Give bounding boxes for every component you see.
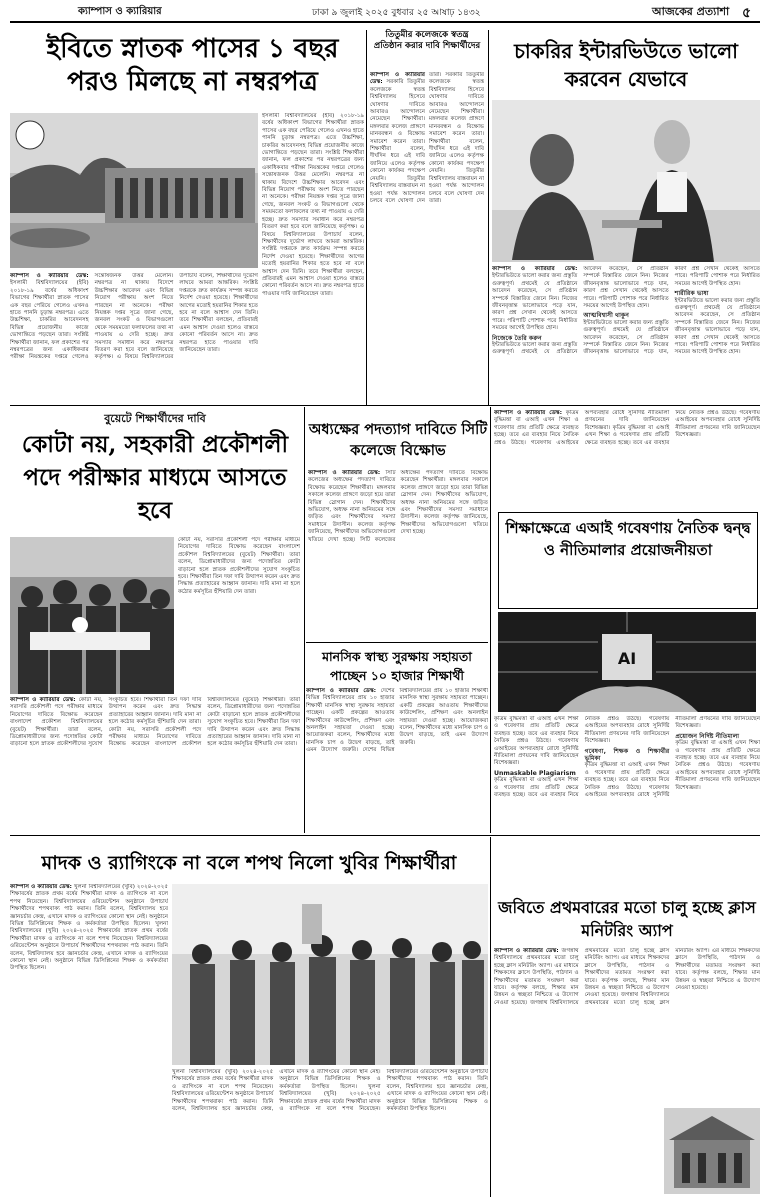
text-iub-cont: ইসলামী বিশ্ববিদ্যালয়ের (ইবি) ২০১৮-১৯ বর্ষের অধিকাংশ বিভাগের শিক্ষার্থীরা স্নাতক পাসের এক বছর পেরিয়ে গেলেও এখনও হাতে পাননি চূড়ান্ত নম্বরপত্র। এতে উচ্চশিক্ষা, চাকরির আবেদনসহ বিভিন্ন প্রয়োজনীয় কাজে ভোগান্তিতে পড়ছেন তারা। সংশ্লিষ্ট শিক্ষার্থীরা জানান, ফল প্রকাশের পর নম্বরপত্রের জন্য একাধিকবার পরীক্ষা নিয়ন্ত্রকের দপ্তরে গেলেও সন্তোষজনক উত্তর মেলেনি। নম্বরপত্র না থাকায় বিদেশে উচ্চশিক্ষার আবেদন এবং বিভিন্ন নিয়োগ পরীক্ষায় অংশ নিতে পারছেন না অনেকে। পরীক্ষা নিয়ন্ত্রক দপ্তর সূত্রে জানা গেছে, জনবল সংকট ও বিভাগগুলো থেকে সময়মতো ফলাফলের তথ্য না পাওয়ায় এ দেরি হচ্ছে। দ্রুত সমস্যার সমাধান করে নম্বরপত্র বিতরণ করা হবে বলে জানিয়েছে কর্তৃপক্ষ। এ বিষয়ে বিশ্ববিদ্যালয়ের উপাচার্য বলেন, শিক্ষার্থীদের দুর্ভোগ লাঘবে আমরা আন্তরিক। সংশ্লিষ্ট দপ্তরকে দ্রুত কার্যক্রম সম্পন্ন করতে নির্দেশ দেওয়া হয়েছে। শিক্ষার্থীদের আগের মতোই হয়রানির শিকার হতে হবে না বলে আশ্বাস দেন তিনি। তবে শিক্ষার্থীরা বলছেন, প্রতিবারই এমন আশ্বাস দেওয়া হলেও বাস্তবে কোনো পরিবর্তন আসে না। দ্রুত নম্বরপত্র হাতে পাওয়ার দাবি জানিয়েছেন তারা। bbox=[262, 113, 364, 297]
headline-buet: কোটা নয়, সহকারী প্রকৌশলী পদে পরীক্ষার মাধ্যমে আসতে হবে bbox=[21, 431, 289, 524]
headline-iub: ইবিতে স্নাতক পাসের ১ বছর পরও মিলছে না নম্বরপত্র bbox=[46, 34, 339, 97]
body-titumir bbox=[370, 72, 484, 399]
headline-interview: চাকরির ইন্টারভিউতে ভালো করবেন যেভাবে bbox=[514, 39, 738, 91]
row-rule-2 bbox=[10, 835, 760, 836]
headline-kuet: মাদক ও র‍্যাগিংকে না বলে শপথ নিলো খুবির শিক্ষার্থীরা bbox=[41, 852, 457, 874]
text-ai: কৃত্রিম বুদ্ধিমত্তা বা এআই এখন শিক্ষা ও গবেষণার প্রায় প্রতিটি ক্ষেত্রে ব্যবহৃত হচ্ছে। তবে এর ব্যবহার নিয়ে নৈতিক প্রশ্নও উঠছে। গবেষণায় এআইয়ের অপব্যবহার রোধে সুনির্দিষ্ট নীতিমালা প্রণয়নের দাবি জানিয়েছেন বিশেষজ্ঞরা। bbox=[494, 410, 670, 446]
text-city: সিটি কলেজের অধ্যক্ষের পদত্যাগ দাবিতে বিক্ষোভ করেছেন শিক্ষার্থীরা। মঙ্গলবার সকালে কলেজ প্রাঙ্গণে জড়ো হয়ে তারা বিভিন্ন স্লোগান দেন। শিক্ষার্থীদের অভিযোগ, অধ্যক্ষ নানা অনিয়মের সঙ্গে জড়িত এবং শিক্ষার্থীদের সমস্যা সমাধানে উদাসীন। কলেজ কর্তৃপক্ষ জানিয়েছে, শিক্ষার্থীদের অভিযোগগুলো খতিয়ে দেখা হচ্ছে। bbox=[308, 470, 396, 543]
text-ai-4: কৃত্রিম বুদ্ধিমত্তা বা এআই এখন শিক্ষা ও গবেষণার প্রায় প্রতিটি ক্ষেত্রে ব্যবহৃত হচ্ছে। তবে এর ব্যবহার নিয়ে নৈতিক প্রশ্নও উঠছে। গবেষণায় এআইয়ের অপব্যবহার রোধে সুনির্দিষ্ট নীতিমালা প্রণয়নের দাবি জানিয়েছেন বিশেষজ্ঞরা। bbox=[584, 716, 760, 799]
text-ai-2: কৃত্রিম বুদ্ধিমত্তা বা এআই এখন শিক্ষা ও গবেষণার প্রায় প্রতিটি ক্ষেত্রে ব্যবহৃত হচ্ছে। তবে এর ব্যবহার নিয়ে নৈতিক প্রশ্নও উঠছে। গবেষণায় এআইয়ের অপব্যবহার রোধে সুনির্দিষ্ট নীতিমালা প্রণয়নের দাবি জানিয়েছেন বিশেষজ্ঞরা। bbox=[494, 716, 579, 767]
text-kuet-3: খুলনা বিশ্ববিদ্যালয়ের (খুবি) ২০২৪-২০২৫ শিক্ষাবর্ষের স্নাতক প্রথম বর্ষের শিক্ষার্থীরা মাদক ও র‍্যাগিংকে না বলে শপথ নিয়েছেন। বিশ্ববিদ্যালয়ের ওরিয়েন্টেশন অনুষ্ঠানে উপাচার্য শিক্ষার্থীদের শপথবাক্য পাঠ করান। তিনি বলেন, বিশ্ববিদ্যালয় হবে জ্ঞানচর্চার কেন্দ্র, এখানে মাদক ও র‍্যাগিংয়ের কোনো স্থান নেই। অনুষ্ঠানে বিভিন্ন ডিসিপ্লিনের শিক্ষক ও কর্মকর্তারা উপস্থিত ছিলেন। bbox=[279, 1069, 488, 1113]
headline-city: অধ্যক্ষের পদত্যাগ দাবিতে সিটি কলেজে বিক্ষোভ bbox=[308, 422, 488, 459]
body-buet-right bbox=[178, 537, 300, 694]
text-buet-side: কোটা নয়, সরাসরি প্রকৌশলী পদে পরীক্ষার মাধ্যমে নিয়োগের দাবিতে বিক্ষোভ করেছেন বাংলাদেশ প্রকৌশল বিশ্ববিদ্যালয়ের (বুয়েট) শিক্ষার্থীরা। তারা বলেন, ডিপ্লোমাধারীদের জন্য পদোন্নতির কোটা বাড়ানো হলে স্নাতক প্রকৌশলীদের সুযোগ সংকুচিত হবে। শিক্ষার্থীরা তিন দফা দাবি উত্থাপন করেন এবং দ্রুত সিদ্ধান্ত প্রত্যাহারের আহ্বান জানান। দাবি মানা না হলে কঠোর কর্মসূচির হুঁশিয়ারি দেন তারা। bbox=[178, 537, 300, 595]
text-kuet: খুলনা বিশ্ববিদ্যালয়ের (খুবি) ২০২৪-২০২৫ শিক্ষাবর্ষের স্নাতক প্রথম বর্ষের শিক্ষার্থীরা মাদক ও র‍্যাগিংকে না বলে শপথ নিয়েছেন। বিশ্ববিদ্যালয়ের ওরিয়েন্টেশন অনুষ্ঠানে উপাচার্য শিক্ষার্থীদের শপথবাক্য পাঠ করান। তিনি বলেন, বিশ্ববিদ্যালয় হবে জ্ঞানচর্চার কেন্দ্র, এখানে মাদক ও র‍্যাগিংয়ের কোনো স্থান নেই। অনুষ্ঠানে বিভিন্ন ডিসিপ্লিনের শিক্ষক ও কর্মকর্তারা উপস্থিত ছিলেন। bbox=[10, 884, 168, 928]
body-kuet-bottom bbox=[172, 1069, 488, 1194]
headline-ai: শিক্ষাক্ষেত্রে এআই গবেষণায় নৈতিক দ্বন্দ্ব ও নীতিমালার প্রয়োজনীয়তা bbox=[505, 519, 751, 559]
text-interview-3: ইন্টারভিউতে ভালো করার জন্য প্রস্তুতি গুরুত্বপূর্ণ। প্রথমেই যে প্রতিষ্ঠানে আবেদন করেছেন, সে প্রতিষ্ঠান সম্পর্কে বিস্তারিত জেনে নিন। নিজের জীবনবৃত্তান্ত ভালোভাবে পড়ে যান, কারণ প্রশ্ন সেখান থেকেই আসতে পারে। পরিপাটি পোশাক পরে নির্ধারিত সময়ের আগেই উপস্থিত হোন। bbox=[583, 266, 760, 356]
byline-buet: ক্যাম্পাস ও ক্যারিয়ার ডেস্ক: bbox=[10, 697, 76, 703]
headline-jabi: জবিতে প্রথমবারের মতো চালু হচ্ছে ক্লাস মনিটরিং অ্যাপ bbox=[498, 898, 756, 940]
text-jabi-2: জগন্নাথ বিশ্ববিদ্যালয়ে প্রথমবারের মতো চালু হচ্ছে ক্লাস মনিটরিং অ্যাপ। এর মাধ্যমে শিক্ষকদের ক্লাসে উপস্থিতি, পাঠদান ও শিক্ষার্থীদের মতামত সংরক্ষণ করা যাবে। কর্তৃপক্ষ বলছে, শিক্ষার মান উন্নয়ন ও স্বচ্ছতা নিশ্চিতে এ উদ্যোগ নেওয়া হয়েছে। bbox=[530, 948, 670, 1006]
text-buet: কোটা নয়, সরাসরি প্রকৌশলী পদে পরীক্ষার মাধ্যমে নিয়োগের দাবিতে বিক্ষোভ করেছেন বাংলাদেশ প্রকৌশল বিশ্ববিদ্যালয়ের (বুয়েট) শিক্ষার্থীরা। তারা বলেন, ডিপ্লোমাধারীদের জন্য পদোন্নতির কোটা বাড়ানো হলে স্নাতক প্রকৌশলীদের সুযোগ সংকুচিত হবে। শিক্ষার্থীরা তিন দফা দাবি উত্থাপন করেন এবং দ্রুত সিদ্ধান্ত প্রত্যাহারের আহ্বান জানান। দাবি মানা না হলে কঠোর কর্মসূচির হুঁশিয়ারি দেন তারা। bbox=[10, 697, 202, 748]
photo-jabi-campus bbox=[664, 1108, 760, 1194]
text-jabi-3: জগন্নাথ বিশ্ববিদ্যালয়ে প্রথমবারের মতো চালু হচ্ছে ক্লাস মনিটরিং অ্যাপ। এর মাধ্যমে শিক্ষকদের ক্লাসে উপস্থিতি, পাঠদান ও শিক্ষার্থীদের মতামত সংরক্ষণ করা যাবে। কর্তৃপক্ষ বলছে, শিক্ষার মান উন্নয়ন ও স্বচ্ছতা নিশ্চিতে এ উদ্যোগ নেওয়া হয়েছে। bbox=[584, 948, 760, 1006]
body-mental bbox=[306, 688, 488, 830]
byline-city: ক্যাম্পাস ও ক্যারিয়ার ডেস্ক: bbox=[308, 470, 381, 476]
page-number: ৫ bbox=[742, 5, 752, 21]
text-mental: দেশের বিভিন্ন বিশ্ববিদ্যালয়ের প্রায় ১০ হাজার শিক্ষার্থী মানসিক স্বাস্থ্য সুরক্ষায় সহায়তা পাচ্ছেন। একটি প্রকল্পের আওতায় শিক্ষার্থীদের কাউন্সেলিং, প্রশিক্ষণ এবং অনলাইন সহায়তা দেওয়া হচ্ছে। আয়োজকরা বলেন, শিক্ষার্থীদের মধ্যে মানসিক চাপ ও উদ্বেগ বাড়ছে, তাই এমন উদ্যোগ জরুরি। bbox=[306, 688, 395, 754]
text-interview-2: ইন্টারভিউতে ভালো করার জন্য প্রস্তুতি গুরুত্বপূর্ণ। প্রথমেই যে প্রতিষ্ঠানে আবেদন করেছেন, সে প্রতিষ্ঠান সম্পর্কে বিস্তারিত জেনে নিন। নিজের জীবনবৃত্তান্ত ভালোভাবে পড়ে যান, কারণ প্রশ্ন সেখান থেকেই আসতে পারে। পরিপাটি পোশাক পরে নির্ধারিত সময়ের আগেই উপস্থিত হোন। bbox=[492, 266, 669, 356]
text-titumir: সরকারি তিতুমীর কলেজকে স্বতন্ত্র বিশ্ববিদ্যালয় হিসেবে ঘোষণার দাবিতে আবারও আন্দোলনে নেমেছেন শিক্ষার্থীরা। মঙ্গলবার কলেজ প্রাঙ্গণে মানববন্ধন ও বিক্ষোভ সমাবেশ করেন তারা। শিক্ষার্থীরা বলেন, দীর্ঘদিন ধরে এই দাবি জানিয়ে এলেও কর্তৃপক্ষ কোনো কার্যকর পদক্ষেপ নেয়নি। তিতুমীর বিশ্ববিদ্যালয় বাস্তবায়ন না হওয়া পর্যন্ত আন্দোলন চলবে বলে ঘোষণা দেন তারা। bbox=[370, 72, 442, 204]
subhead-interview-2: আত্মবিশ্বাসী থাকুন bbox=[583, 312, 629, 320]
text-jabi: জগন্নাথ বিশ্ববিদ্যালয়ে প্রথমবারের মতো চালু হচ্ছে ক্লাস মনিটরিং অ্যাপ। এর মাধ্যমে শিক্ষকদের ক্লাসে উপস্থিতি, পাঠদান ও শিক্ষার্থীদের মতামত সংরক্ষণ করা যাবে। কর্তৃপক্ষ বলছে, শিক্ষার মান উন্নয়ন ও স্বচ্ছতা নিশ্চিতে এ উদ্যোগ নেওয়া হয়েছে। bbox=[494, 948, 579, 1006]
ai-headline-box bbox=[498, 512, 758, 609]
photo-iub-campus bbox=[10, 113, 258, 268]
text-city-cont: সিটি কলেজের অধ্যক্ষের পদত্যাগ দাবিতে বিক্ষোভ করেছেন শিক্ষার্থীরা। মঙ্গলবার সকালে কলেজ প্রাঙ্গণে জড়ো হয়ে তারা বিভিন্ন স্লোগান দেন। শিক্ষার্থীদের অভিযোগ, অধ্যক্ষ নানা অনিয়মের সঙ্গে জড়িত এবং শিক্ষার্থীদের সমস্যা সমাধানে উদাসীন। কলেজ কর্তৃপক্ষ জানিয়েছে, শিক্ষার্থীদের অভিযোগগুলো খতিয়ে দেখা হচ্ছে। bbox=[360, 470, 488, 543]
text-ai-5: কৃত্রিম বুদ্ধিমত্তা বা এআই এখন শিক্ষা ও গবেষণার প্রায় প্রতিটি ক্ষেত্রে ব্যবহৃত হচ্ছে। তবে এর ব্যবহার নিয়ে নৈতিক প্রশ্নও উঠছে। গবেষণায় এআইয়ের অপব্যবহার রোধে সুনির্দিষ্ট নীতিমালা প্রণয়নের দাবি জানিয়েছেন বিশেষজ্ঞরা। bbox=[675, 740, 760, 791]
byline-ai: ক্যাম্পাস ও ক্যারিয়ার ডেস্ক: bbox=[494, 410, 562, 416]
body-buet bbox=[10, 697, 300, 829]
body-interview bbox=[492, 266, 760, 402]
divider-city bbox=[304, 407, 305, 833]
text-ai-cont: কৃত্রিম বুদ্ধিমত্তা বা এআই এখন শিক্ষা ও গবেষণার প্রায় প্রতিটি ক্ষেত্রে ব্যবহৃত হচ্ছে। তবে এর ব্যবহার নিয়ে নৈতিক প্রশ্নও উঠছে। গবেষণায় এআইয়ের অপব্যবহার রোধে সুনির্দিষ্ট নীতিমালা প্রণয়নের দাবি জানিয়েছেন বিশেষজ্ঞরা। bbox=[584, 410, 760, 446]
byline-interview: ক্যাম্পাস ও ক্যারিয়ার ডেস্ক: bbox=[492, 266, 578, 272]
text-buet-cont: কোটা নয়, সরাসরি প্রকৌশলী পদে পরীক্ষার মাধ্যমে নিয়োগের দাবিতে বিক্ষোভ করেছেন বাংলাদেশ প্রকৌশল বিশ্ববিদ্যালয়ের (বুয়েট) শিক্ষার্থীরা। তারা বলেন, ডিপ্লোমাধারীদের জন্য পদোন্নতির কোটা বাড়ানো হলে স্নাতক প্রকৌশলীদের সুযোগ সংকুচিত হবে। শিক্ষার্থীরা তিন দফা দাবি উত্থাপন করেন এবং দ্রুত সিদ্ধান্ত প্রত্যাহারের আহ্বান জানান। দাবি মানা না হলে কঠোর কর্মসূচির হুঁশিয়ারি দেন তারা। bbox=[108, 697, 300, 748]
headline-mental: মানসিক স্বাস্থ্য সুরক্ষায় সহায়তা পাচ্ছেন ১০ হাজার শিক্ষার্থী bbox=[322, 649, 472, 683]
text-interview: ইন্টারভিউতে ভালো করার জন্য প্রস্তুতি গুরুত্বপূর্ণ। প্রথমেই যে প্রতিষ্ঠানে আবেদন করেছেন, সে প্রতিষ্ঠান সম্পর্কে বিস্তারিত জেনে নিন। নিজের জীবনবৃত্তান্ত ভালোভাবে পড়ে যান, কারণ প্রশ্ন সেখান থেকেই আসতে পারে। পরিপাটি পোশাক পরে নির্ধারিত সময়ের আগেই উপস্থিত হোন। bbox=[492, 273, 578, 332]
photo-buet-protest bbox=[10, 537, 174, 694]
body-kuet-left bbox=[10, 884, 168, 1194]
masthead-rule bbox=[10, 21, 760, 23]
body-iub-right bbox=[262, 113, 364, 399]
divider-titumir bbox=[366, 30, 367, 405]
kicker-buet: বুয়েটে শিক্ষার্থীদের দাবি bbox=[104, 412, 206, 425]
text-interview-4: ইন্টারভিউতে ভালো করার জন্য প্রস্তুতি গুরুত্বপূর্ণ। প্রথমেই যে প্রতিষ্ঠানে আবেদন করেছেন, সে প্রতিষ্ঠান সম্পর্কে বিস্তারিত জেনে নিন। নিজের জীবনবৃত্তান্ত ভালোভাবে পড়ে যান, কারণ প্রশ্ন সেখান থেকেই আসতে পারে। পরিপাটি পোশাক পরে নির্ধারিত সময়ের আগেই উপস্থিত হোন। bbox=[674, 297, 760, 356]
text-mental-cont: দেশের বিভিন্ন বিশ্ববিদ্যালয়ের প্রায় ১০ হাজার শিক্ষার্থী মানসিক স্বাস্থ্য সুরক্ষায় সহায়তা পাচ্ছেন। একটি প্রকল্পের আওতায় শিক্ষার্থীদের কাউন্সেলিং, প্রশিক্ষণ এবং অনলাইন সহায়তা দেওয়া হচ্ছে। আয়োজকরা বলেন, শিক্ষার্থীদের মধ্যে মানসিক চাপ ও উদ্বেগ বাড়ছে, তাই এমন উদ্যোগ জরুরি। bbox=[362, 688, 488, 754]
dateline: ঢাকা ৯ জুলাই ২০২৫ বুধবার ২৫ আষাঢ় ১৪৩২ bbox=[312, 8, 481, 18]
subhead-ai-2: প্রয়োজন নির্দিষ্ট নীতিমালা bbox=[675, 732, 740, 740]
divider-ai bbox=[490, 407, 491, 833]
headline-titumir: তিতুমীর কলেজকে স্বতন্ত্র প্রতিষ্ঠান করার দাবি শিক্ষার্থীদের bbox=[373, 30, 481, 51]
masthead bbox=[0, 0, 770, 22]
photo-interview bbox=[492, 100, 760, 262]
byline-titumir: ক্যাম্পাস ও ক্যারিয়ার ডেস্ক: bbox=[370, 72, 425, 86]
byline-mental: ক্যাম্পাস ও ক্যারিয়ার ডেস্ক: bbox=[306, 688, 377, 694]
divider-interview bbox=[488, 30, 489, 405]
photo-kuet-oath bbox=[172, 884, 488, 1065]
section-label: ক্যাম্পাস ও ক্যারিয়ার bbox=[78, 6, 162, 17]
ai-term: Unmaskable Plagiarism bbox=[494, 769, 576, 777]
photo-ai-chip bbox=[498, 612, 756, 712]
body-ai-top bbox=[494, 410, 760, 508]
text-titumir-cont: সরকারি তিতুমীর কলেজকে স্বতন্ত্র বিশ্ববিদ্যালয় হিসেবে ঘোষণার দাবিতে আবারও আন্দোলনে নেমেছেন শিক্ষার্থীরা। মঙ্গলবার কলেজ প্রাঙ্গণে মানববন্ধন ও বিক্ষোভ সমাবেশ করেন তারা। শিক্ষার্থীরা বলেন, দীর্ঘদিন ধরে এই দাবি জানিয়ে এলেও কর্তৃপক্ষ কোনো কার্যকর পদক্ষেপ নেয়নি। তিতুমীর বিশ্ববিদ্যালয় বাস্তবায়ন না হওয়া পর্যন্ত আন্দোলন চলবে বলে ঘোষণা দেন তারা। bbox=[429, 72, 484, 204]
byline-iub: ক্যাম্পাস ও ক্যারিয়ার ডেস্ক: bbox=[10, 273, 89, 279]
body-iub-left bbox=[10, 273, 258, 399]
subhead-interview-1: নিজেকে তৈরি করুন bbox=[492, 334, 542, 342]
divider-jabi bbox=[490, 837, 491, 1197]
text-iub: ইসলামী বিশ্ববিদ্যালয়ের (ইবি) ২০১৮-১৯ বর্ষের অধিকাংশ বিভাগের শিক্ষার্থীরা স্নাতক পাসের এক বছর পেরিয়ে গেলেও এখনও হাতে পাননি চূড়ান্ত নম্বরপত্র। এতে উচ্চশিক্ষা, চাকরির আবেদনসহ বিভিন্ন প্রয়োজনীয় কাজে ভোগান্তিতে পড়ছেন তারা। সংশ্লিষ্ট শিক্ষার্থীরা জানান, ফল প্রকাশের পর নম্বরপত্রের জন্য একাধিকবার পরীক্ষা নিয়ন্ত্রকের দপ্তরে গেলেও সন্তোষজনক উত্তর মেলেনি। নম্বরপত্র না থাকায় বিদেশে উচ্চশিক্ষার আবেদন এবং বিভিন্ন নিয়োগ পরীক্ষায় অংশ নিতে পারছেন না অনেকে। পরীক্ষা নিয়ন্ত্রক দপ্তর সূত্রে জানা গেছে, জনবল সংকট ও বিভাগগুলো থেকে সময়মতো ফলাফলের তথ্য না পাওয়ায় এ দেরি হচ্ছে। দ্রুত সমস্যার সমাধান করে নম্বরপত্র বিতরণ করা হবে বলে জানিয়েছে কর্তৃপক্ষ। এ বিষয়ে বিশ্ববিদ্যালয়ের উপাচার্য বলেন, শিক্ষার্থীদের দুর্ভোগ লাঘবে আমরা আন্তরিক। সংশ্লিষ্ট দপ্তরকে দ্রুত কার্যক্রম সম্পন্ন করতে নির্দেশ দেওয়া হয়েছে। শিক্ষার্থীদের আগের মতোই হয়রানির শিকার হতে হবে না বলে আশ্বাস দেন তিনি। তবে শিক্ষার্থীরা বলছেন, প্রতিবারই এমন আশ্বাস দেওয়া হলেও বাস্তবে কোনো পরিবর্তন আসে না। দ্রুত নম্বরপত্র হাতে পাওয়ার দাবি জানিয়েছেন তারা। bbox=[10, 273, 258, 361]
byline-jabi: ক্যাম্পাস ও ক্যারিয়ার ডেস্ক: bbox=[494, 948, 559, 954]
subhead-interview-3: শারীরিক ভাষা bbox=[674, 290, 709, 298]
subhead-ai-1: গবেষণা, শিক্ষক ও শিক্ষার্থীর ভূমিকা bbox=[584, 747, 670, 763]
text-kuet-cont: খুলনা বিশ্ববিদ্যালয়ের (খুবি) ২০২৪-২০২৫ শিক্ষাবর্ষের স্নাতক প্রথম বর্ষের শিক্ষার্থীরা মাদক ও র‍্যাগিংকে না বলে শপথ নিয়েছেন। বিশ্ববিদ্যালয়ের ওরিয়েন্টেশন অনুষ্ঠানে উপাচার্য শিক্ষার্থীদের শপথবাক্য পাঠ করান। তিনি বলেন, বিশ্ববিদ্যালয় হবে জ্ঞানচর্চার কেন্দ্র, এখানে মাদক ও র‍্যাগিংয়ের কোনো স্থান নেই। অনুষ্ঠানে বিভিন্ন ডিসিপ্লিনের শিক্ষক ও কর্মকর্তারা উপস্থিত ছিলেন। bbox=[10, 921, 168, 972]
paper-name: আজকের প্রত্যাশা bbox=[652, 5, 730, 18]
body-city bbox=[308, 470, 488, 640]
svg-text:AI: AI bbox=[617, 649, 637, 668]
body-ai-bottom bbox=[494, 716, 760, 830]
byline-kuet: ক্যাম্পাস ও ক্যারিয়ার ডেস্ক: bbox=[10, 884, 72, 890]
text-ai-3: কৃত্রিম বুদ্ধিমত্তা বা এআই এখন শিক্ষা ও গবেষণার প্রায় প্রতিটি ক্ষেত্রে ব্যবহৃত হচ্ছে। তবে এর ব্যবহার নিয়ে নৈতিক প্রশ্নও উঠছে। গবেষণায় এআইয়ের অপব্যবহার রোধে সুনির্দিষ্ট নীতিমালা প্রণয়নের দাবি জানিয়েছেন বিশেষজ্ঞরা। bbox=[494, 716, 670, 799]
text-kuet-2: খুলনা বিশ্ববিদ্যালয়ের (খুবি) ২০২৪-২০২৫ শিক্ষাবর্ষের স্নাতক প্রথম বর্ষের শিক্ষার্থীরা মাদক ও র‍্যাগিংকে না বলে শপথ নিয়েছেন। বিশ্ববিদ্যালয়ের ওরিয়েন্টেশন অনুষ্ঠানে উপাচার্য শিক্ষার্থীদের শপথবাক্য পাঠ করান। তিনি বলেন, বিশ্ববিদ্যালয় হবে জ্ঞানচর্চার কেন্দ্র, এখানে মাদক ও র‍্যাগিংয়ের কোনো স্থান নেই। অনুষ্ঠানে বিভিন্ন ডিসিপ্লিনের শিক্ষক ও কর্মকর্তারা উপস্থিত ছিলেন। bbox=[172, 1069, 381, 1113]
rule-mental bbox=[306, 642, 488, 643]
row-rule-1 bbox=[10, 405, 760, 406]
